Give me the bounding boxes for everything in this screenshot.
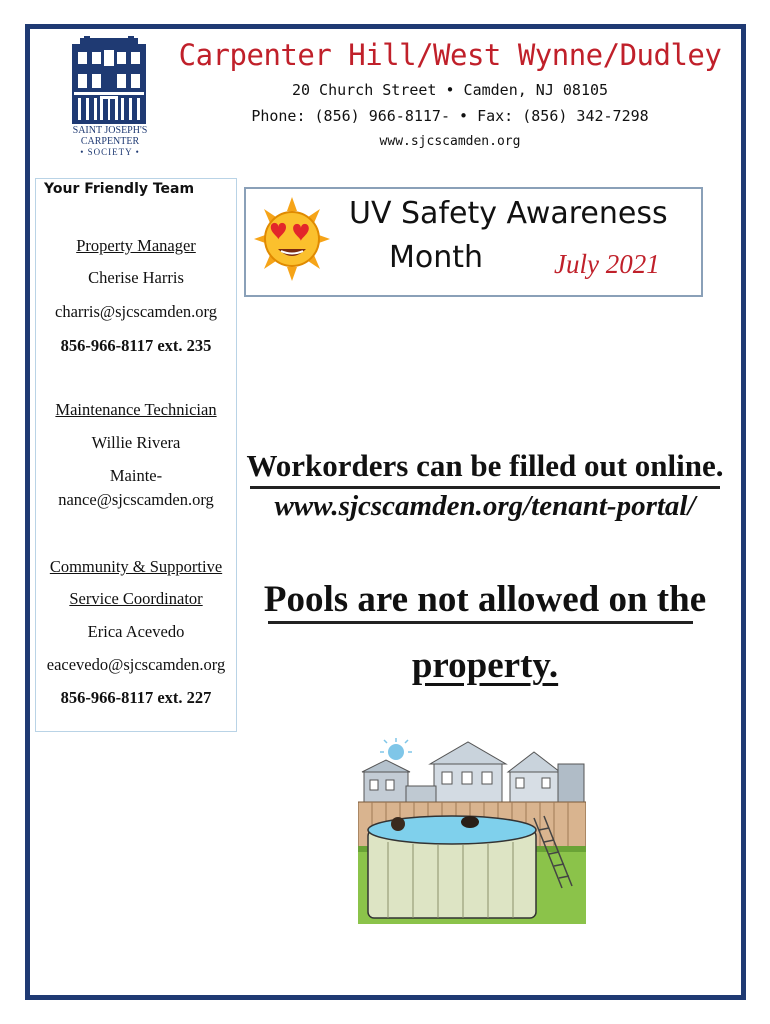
address-line: 20 Church Street • Camden, NJ 08105 [291, 81, 609, 99]
website-link[interactable]: www.sjcscamden.org [379, 134, 521, 149]
pools-divider [268, 621, 693, 624]
sidebar-heading: Your Friendly Team [44, 181, 195, 197]
contact-role: Property Manager [76, 236, 196, 255]
phone-fax-line: Phone: (856) 966-8117- • Fax: (856) 342-7298 [251, 107, 649, 125]
logo-line-1: SAINT JOSEPH'S [72, 125, 148, 136]
tenant-portal-link[interactable]: www.sjcscamden.org/tenant-portal/ [274, 490, 696, 522]
property-title: Carpenter Hill/West Wynne/Dudley [178, 38, 722, 72]
contact-role-line-1: Community & Supportive [49, 557, 223, 576]
pools-notice-line-1: Pools are not allowed on the [263, 579, 707, 620]
logo-wordmark [60, 125, 160, 158]
logo-line-3: • SOCIETY • [80, 147, 140, 157]
building-logo-icon [70, 36, 148, 124]
uv-safety-banner [244, 187, 703, 297]
uv-month-date: July 2021 [554, 249, 660, 279]
contact-email[interactable]: eacevedo@sjcscamden.org [46, 655, 226, 674]
contact-email[interactable]: charris@sjcscamden.org [55, 302, 217, 321]
workorders-divider [250, 486, 720, 489]
pools-notice-line-2-text: property. [411, 645, 559, 686]
contact-email-part-2[interactable]: nance@sjcscamden.org [58, 490, 214, 509]
backyard-pool-illustration [358, 738, 586, 924]
workorders-notice: Workorders can be filled out online. [246, 448, 724, 483]
team-sidebar [35, 178, 237, 732]
contact-name: Erica Acevedo [87, 622, 185, 641]
contact-email-part-1[interactable]: Mainte- [109, 466, 163, 485]
contact-role-line-2: Service Coordinator [69, 589, 203, 608]
contact-name: Cherise Harris [88, 268, 184, 287]
contact-phone: 856-966-8117 ext. 235 [60, 336, 212, 355]
uv-title-line-1: UV Safety Awareness [349, 196, 668, 231]
logo-line-2: CARPENTER [80, 136, 140, 147]
uv-title-line-2: Month [389, 240, 484, 275]
pools-notice-line-2 [240, 644, 730, 687]
contact-role: Maintenance Technician [55, 400, 217, 419]
contact-name: Willie Rivera [91, 433, 181, 452]
contact-phone: 856-966-8117 ext. 227 [60, 688, 212, 707]
heart-eyes-sun-icon [252, 195, 332, 283]
saint-josephs-carpenter-society-logo [60, 36, 160, 166]
